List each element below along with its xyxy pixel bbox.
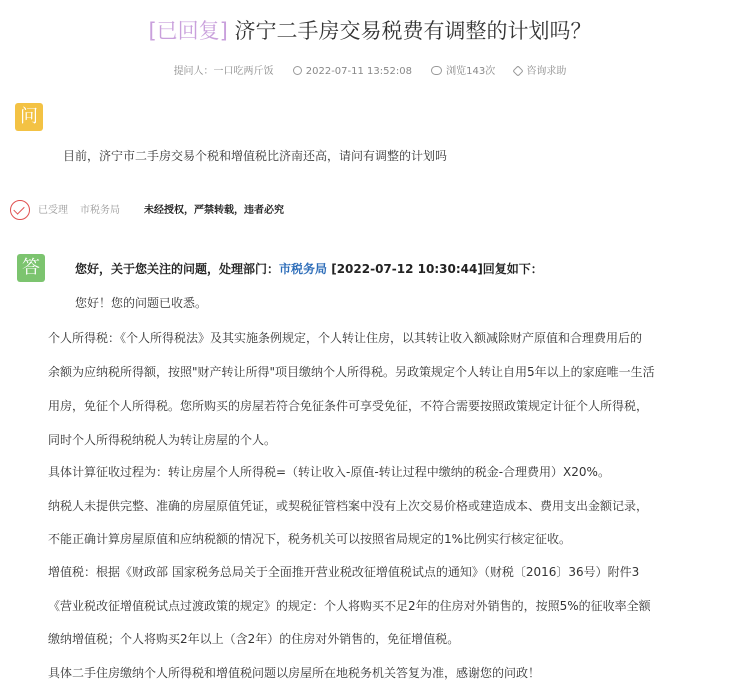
status-label: 已受理 xyxy=(38,205,68,216)
reply-line: 缴纳增值税；个人将购买2年以上（含2年）的住房对外销售的，免征增值税。 xyxy=(48,632,460,646)
reply-line: 用房，免征个人所得税。您所购买的房屋若符合免征条件可享受免征，不符合需要按照政策规定计征个人所得税， xyxy=(48,399,649,413)
page-title xyxy=(0,16,740,46)
reply-line: 纳税人未提供完整、准确的房屋原值凭证，或契税征管档案中没有上次交易价格或建造成本、费用支出金额记录， xyxy=(48,499,649,513)
reply-line: 不能正确计算房屋原值和应纳税额的情况下，税务机关可以按照省局规定的1%比例实行核定征收。 xyxy=(48,532,572,546)
clock-icon xyxy=(293,66,302,75)
status-dept: 市税务局 xyxy=(80,205,120,216)
views-info xyxy=(431,64,495,80)
asker-info xyxy=(174,64,274,80)
time-info xyxy=(293,64,412,80)
copyright-notice: 未经授权，严禁转载，违者必究 xyxy=(144,205,284,216)
eye-icon xyxy=(431,66,442,75)
reply-header-prefix: 您好，关于您关注的问题，处理部门： xyxy=(75,262,280,276)
reply-header xyxy=(75,260,543,278)
reply-line: 同时个人所得税纳税人为转让房屋的个人。 xyxy=(48,433,277,447)
asker-label: 提问人：一口吃两斤饭 xyxy=(173,66,274,77)
reply-line: 具体计算征收过程为：转让房屋个人所得税=（转让收入-原值-转让过程中缴纳的税金-合理费用）X20%。 xyxy=(48,465,610,479)
title-text: 济宁二手房交易税费有调整的计划吗？ xyxy=(234,19,592,43)
question-badge: 问 xyxy=(15,103,43,131)
reply-greeting: 您好！您的问题已收悉。 xyxy=(75,296,208,310)
category-label[interactable]: 咨询求助 xyxy=(526,66,567,77)
reply-line: 余额为应纳税所得额，按照"财产转让所得"项目缴纳个人所得税。另政策规定个人转让自用5年以上的家庭唯一生活 xyxy=(48,365,655,379)
question-text: 目前，济宁市二手房交易个税和增值税比济南还高，请问有调整的计划吗 xyxy=(63,149,448,163)
question-meta xyxy=(0,64,740,80)
reply-line: 个人所得税：《个人所得税法》及其实施条例规定，个人转让住房，以其转让收入额减除财产原值和合理费用后的 xyxy=(48,331,643,345)
check-circle-icon xyxy=(10,200,30,220)
answer-badge: 答 xyxy=(17,254,45,282)
category-info[interactable] xyxy=(514,64,566,80)
reply-line: 《营业税改征增值税试点过渡政策的规定》的规定：个人将购买不足2年的住房对外销售的，按照5%的征收率全额 xyxy=(48,599,651,613)
reply-line: 具体二手住房缴纳个人所得税和增值税问题以房屋所在地税务机关答复为准，感谢您的问政！ xyxy=(48,666,541,680)
reply-status-tag: [已回复] xyxy=(148,19,228,43)
view-count: 浏览143次 xyxy=(446,66,496,77)
reply-header-suffix: [2022-07-12 10:30:44]回复如下： xyxy=(327,262,543,276)
reply-line: 增值税：根据《财政部 国家税务总局关于全面推开营业税改征增值税试点的通知》（财税〔2016〕36号）附件3 xyxy=(48,565,640,579)
dept-link[interactable]: 市税务局 xyxy=(279,262,328,276)
tag-icon xyxy=(513,65,524,76)
post-time: 2022-07-11 13:52:08 xyxy=(305,66,412,77)
